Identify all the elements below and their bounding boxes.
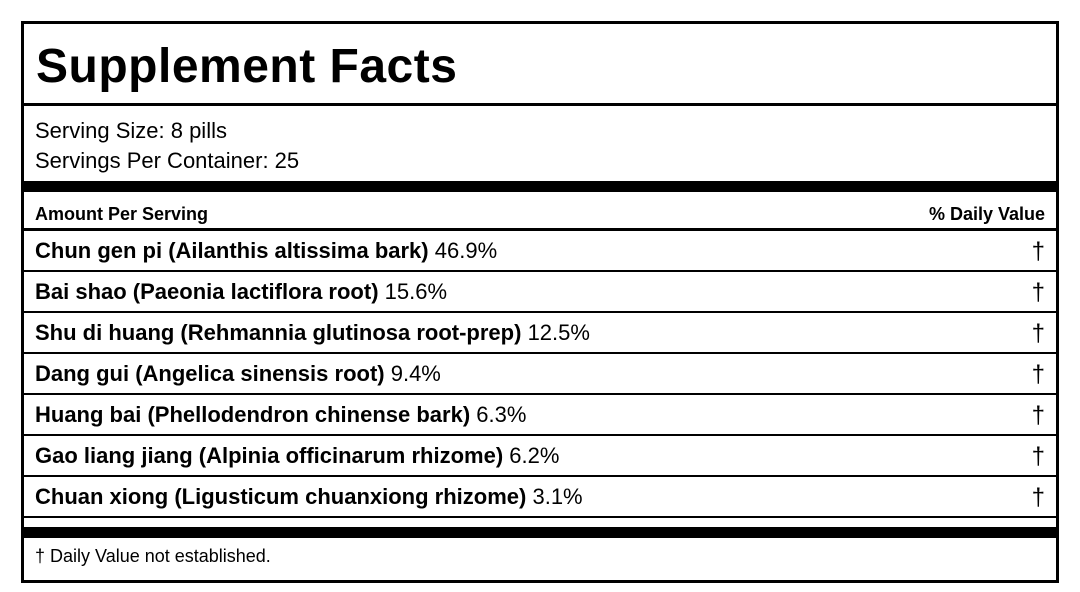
ingredient-row — [24, 313, 1056, 354]
ingredient-name — [35, 360, 441, 388]
ingredient-name — [35, 401, 526, 429]
footer-thick-divider — [24, 527, 1056, 538]
title-divider — [24, 103, 1056, 106]
ingredient-percent: 46.9% — [434, 238, 498, 263]
ingredient-percent: 15.6% — [384, 279, 448, 304]
ingredient-name — [35, 442, 559, 470]
amount-per-serving-header: Amount Per Serving — [35, 204, 209, 224]
panel-title: Supplement Facts — [36, 40, 458, 93]
ingredient-row — [24, 436, 1056, 477]
ingredient-name — [35, 278, 447, 306]
ingredient-row — [24, 395, 1056, 436]
serving-size: Serving Size: 8 pills — [35, 118, 227, 143]
ingredient-label: Chuan xiong (Ligusticum chuanxiong rhizome) — [35, 484, 527, 509]
ingredient-label: Bai shao (Paeonia lactiflora root) — [35, 279, 379, 304]
ingredient-label: Dang gui (Angelica sinensis root) — [35, 361, 385, 386]
ingredient-label: Chun gen pi (Ailanthis altissima bark) — [35, 238, 429, 263]
dagger-daily-value: † — [1031, 320, 1045, 347]
ingredient-row — [24, 231, 1056, 272]
daily-value-header: % Daily Value — [928, 204, 1045, 224]
ingredient-label: Gao liang jiang (Alpinia officinarum rhizome) — [35, 443, 504, 468]
ingredient-name — [35, 319, 590, 347]
ingredient-percent: 6.2% — [509, 443, 560, 468]
ingredient-row — [24, 477, 1056, 518]
dagger-daily-value: † — [1031, 361, 1045, 388]
serving-thick-divider — [24, 181, 1056, 192]
ingredient-percent: 3.1% — [532, 484, 583, 509]
supplement-facts-panel — [21, 21, 1059, 583]
ingredient-percent: 12.5% — [527, 320, 590, 345]
ingredient-row — [24, 272, 1056, 313]
ingredient-name — [35, 237, 497, 265]
ingredient-label: Huang bai (Phellodendron chinense bark) — [35, 402, 471, 427]
ingredient-percent: 6.3% — [476, 402, 527, 427]
dagger-daily-value: † — [1031, 443, 1045, 470]
ingredient-percent: 9.4% — [390, 361, 441, 386]
dagger-daily-value: † — [1031, 238, 1045, 265]
row-divider — [24, 516, 1056, 518]
ingredient-name — [35, 483, 583, 511]
servings-per-container: Servings Per Container: 25 — [35, 148, 300, 173]
dagger-daily-value: † — [1031, 402, 1045, 429]
ingredient-label: Shu di huang (Rehmannia glutinosa root-prep) — [35, 320, 522, 345]
footnote: † Daily Value not established. — [35, 546, 271, 566]
ingredient-row — [24, 354, 1056, 395]
dagger-daily-value: † — [1031, 279, 1045, 306]
dagger-daily-value: † — [1031, 484, 1045, 511]
